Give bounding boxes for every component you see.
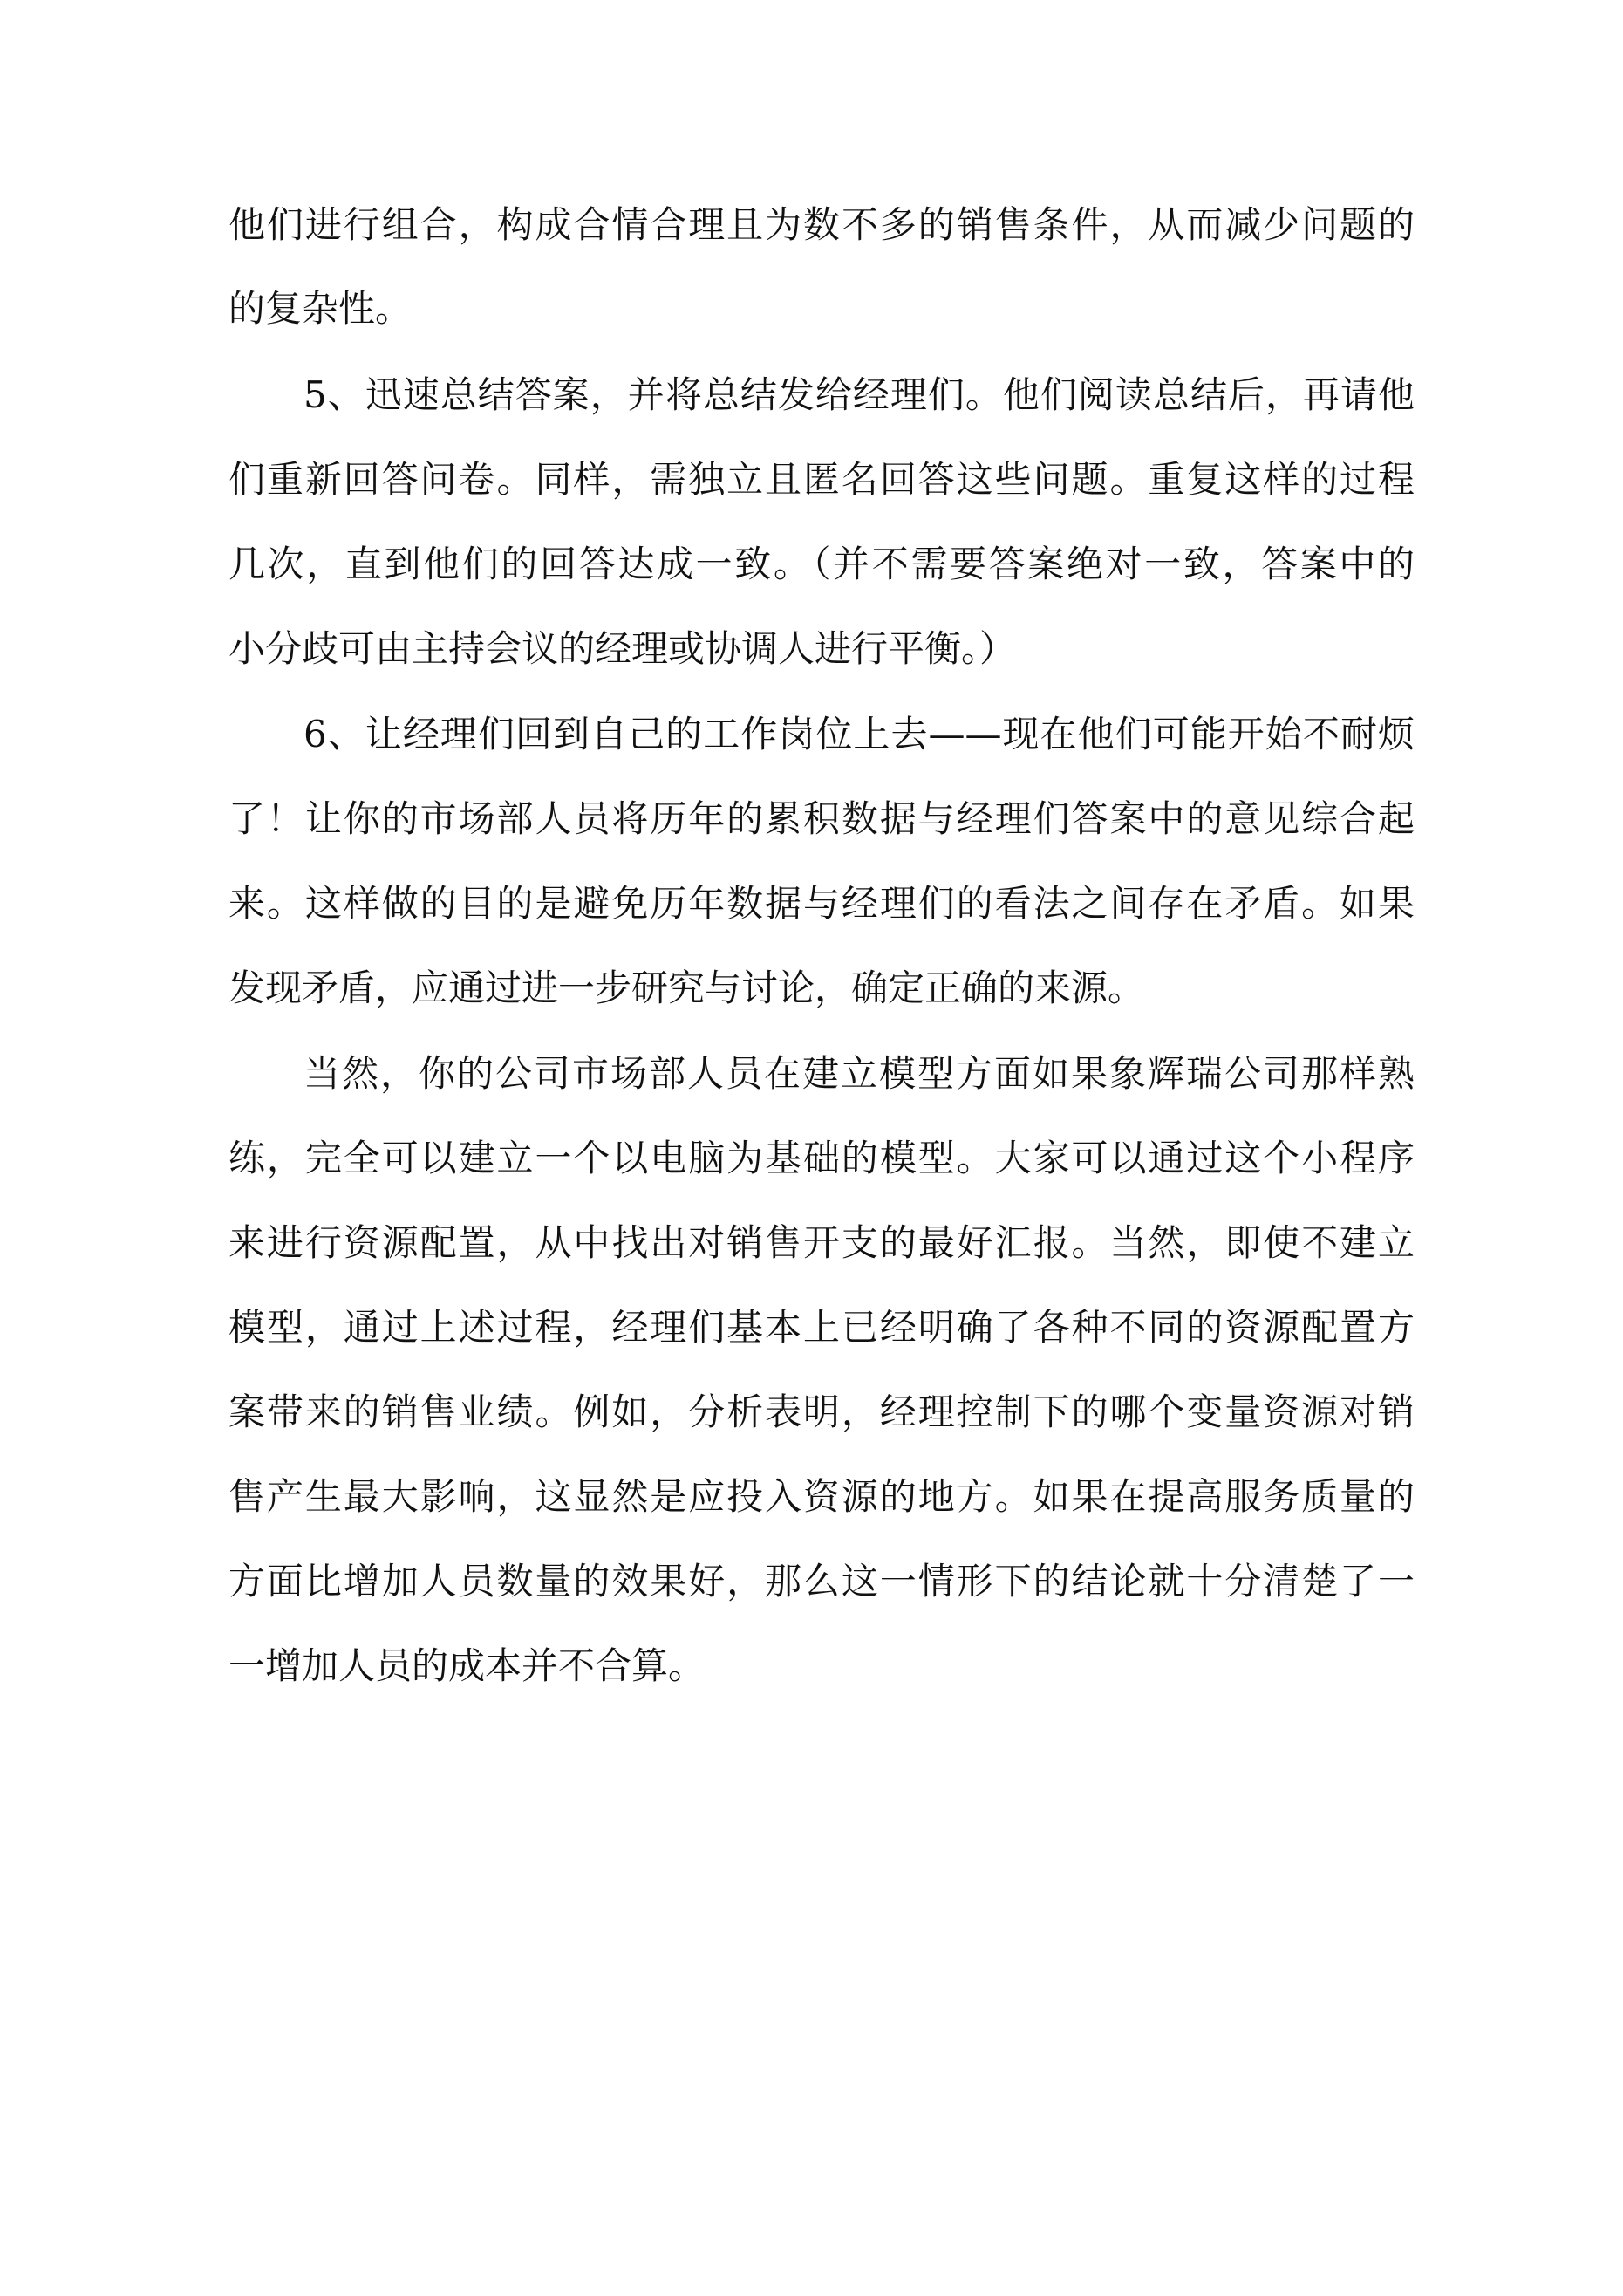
text-line: 小分歧可由主持会议的经理或协调人进行平衡。） — [228, 627, 1017, 670]
text-line: 案带来的销售业绩。例如，分析表明，经理控制下的哪个变量资源对销 — [228, 1391, 1415, 1433]
paragraph-6-first-line: 6、让经理们回到自己的工作岗位上去——现在他们可能开始不耐烦 — [303, 713, 1415, 755]
text-line: 一增加人员的成本并不合算。 — [228, 1644, 706, 1687]
text-line: 方面比增加人员数量的效果好，那么这一情形下的结论就十分清楚了一 — [228, 1560, 1415, 1602]
text-line: 的复杂性。 — [228, 287, 413, 330]
text-line: 发现矛盾，应通过进一步研究与讨论，确定正确的来源。 — [228, 967, 1145, 1009]
text-line: 来进行资源配置，从中找出对销售开支的最好汇报。当然，即使不建立 — [228, 1221, 1415, 1264]
paragraph-conclusion-first-line: 当然，你的公司市场部人员在建立模型方面如果象辉瑞公司那样熟 — [303, 1052, 1415, 1095]
text-line: 了！让你的市场部人员将历年的累积数据与经理们答案中的意见综合起 — [228, 797, 1415, 840]
text-line: 模型，通过上述过程，经理们基本上已经明确了各种不同的资源配置方 — [228, 1306, 1415, 1349]
text-line: 练，完全可以建立一个以电脑为基础的模型。大家可以通过这个小程序 — [228, 1137, 1415, 1179]
text-line: 们重新回答问卷。同样，需独立且匿名回答这些问题。重复这样的过程 — [228, 458, 1415, 501]
text-line: 来。这样做的目的是避免历年数据与经理们的看法之间存在矛盾。如果 — [228, 882, 1415, 925]
paragraph-5-first-line: 5、迅速总结答案，并将总结发给经理们。他们阅读总结后，再请他 — [303, 373, 1415, 416]
text-line: 几次，直到他们的回答达成一致。（并不需要答案绝对一致，答案中的 — [228, 543, 1415, 585]
text-line: 售产生最大影响，这显然是应投入资源的地方。如果在提高服务质量的 — [228, 1475, 1415, 1518]
text-line: 他们进行组合，构成合情合理且为数不多的销售条件，从而减少问题的 — [228, 203, 1415, 246]
